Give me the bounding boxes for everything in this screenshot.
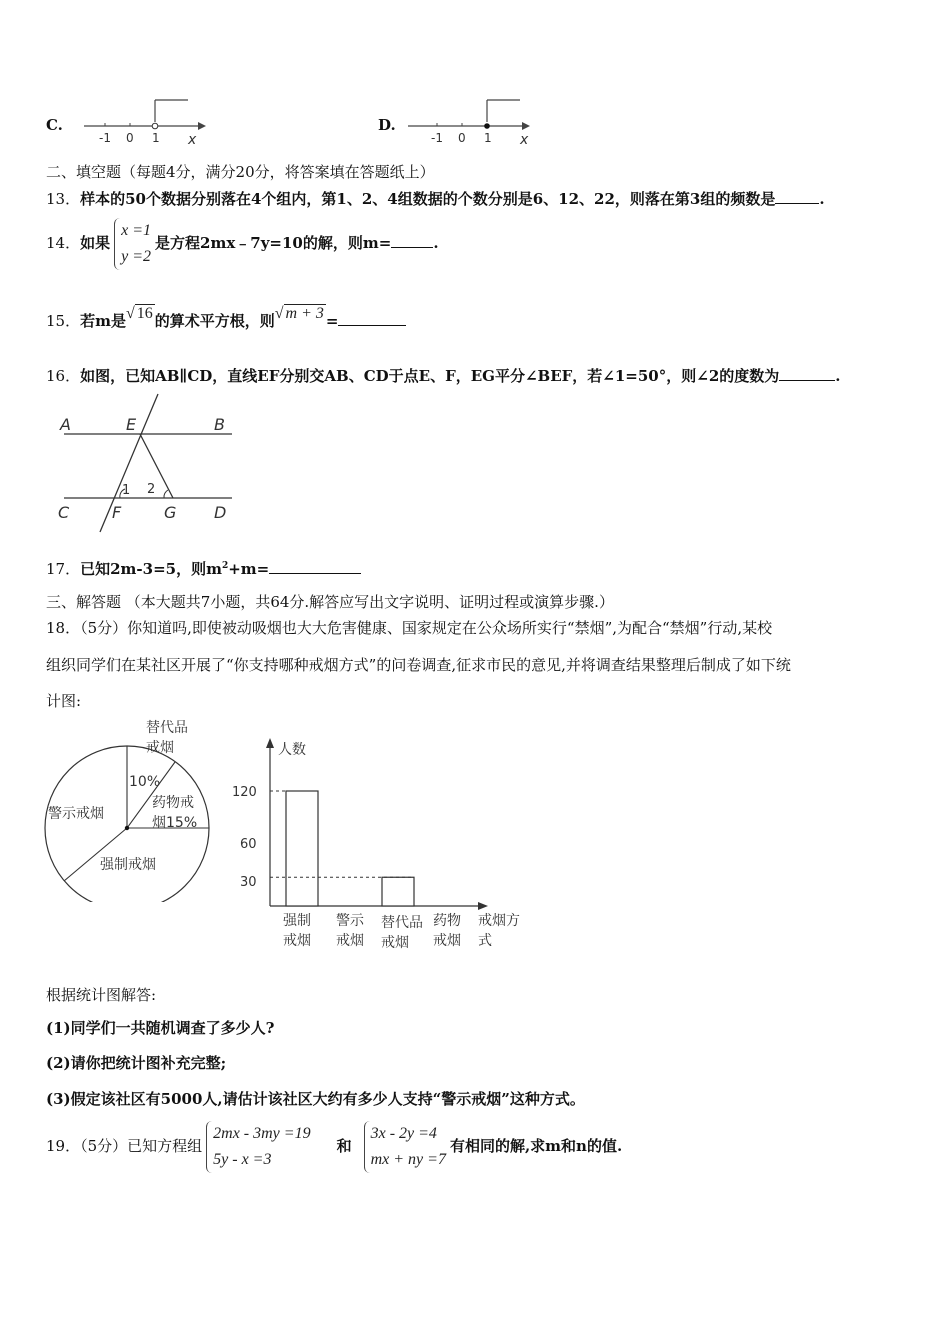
axis-x: x [520, 132, 529, 148]
q18-sub2: (2)请你把统计图补充完整; [46, 1054, 227, 1072]
q14-eq1: x =1 [121, 222, 152, 239]
pie-label-forced: 强制戒烟 [100, 857, 156, 873]
q15-blank[interactable] [338, 313, 406, 326]
section3-heading: 三、解答题 （本大题共7小题，共64分.解答应写出文字说明、证明过程或演算步骤.） [46, 593, 614, 611]
q16-text: 如图，已知AB∥CD，直线EF分别交AB、CD于点E、F，EG平分∠BEF，若∠1=50°，则∠2的度数为 [80, 367, 780, 385]
question-15 [46, 305, 406, 331]
bar-cat4-b: 戒烟 [433, 933, 461, 949]
bar-cat1-a: 强制 [283, 913, 311, 929]
open-point [152, 123, 158, 129]
tick-0: 0 [126, 131, 134, 145]
q19-s2a: 3x - 2y =4 [370, 1125, 437, 1142]
sqrt-m3-radicand: m + 3 [285, 305, 324, 322]
q19-s1a: 2mx - 3my =19 [213, 1125, 311, 1142]
bar-ylabel: 人数 [278, 742, 306, 758]
q19-text: 有相同的解,求m和n的值. [449, 1137, 623, 1155]
axis-x: x [188, 132, 197, 148]
q18-number: 18． [46, 619, 81, 637]
pie-label-substitute-1: 替代品 [146, 720, 188, 736]
q17-text: 已知2m-3=5，则m [80, 560, 222, 578]
sqrt-m-plus-3: √ m + 3 [274, 305, 324, 322]
bar-cat1-b: 戒烟 [283, 933, 311, 949]
question-14 [46, 218, 439, 270]
bar-ytick-120: 120 [232, 785, 257, 800]
q17-blank[interactable] [269, 561, 361, 574]
pie-label-drug-2: 烟15% [152, 815, 198, 831]
q15-number: 15． [46, 312, 81, 330]
q17-sup: 2 [221, 561, 229, 571]
sqrt-16-radicand: 16 [136, 305, 153, 322]
point-A: A [60, 415, 71, 434]
question-17 [46, 558, 361, 579]
q13-blank[interactable] [775, 191, 819, 204]
q19-s1b: 5y - x =3 [213, 1151, 272, 1168]
pie-radius-warning [64, 828, 127, 881]
bar-y-arrow [266, 738, 274, 748]
q14-blank[interactable] [391, 235, 433, 248]
pie-label-substitute-2: 戒烟 [146, 740, 174, 756]
q18-line3: 计图: [46, 692, 82, 710]
q17-text2: +m= [228, 560, 270, 578]
q16-number: 16． [46, 367, 81, 385]
number-line-d [402, 96, 542, 148]
point-G: G [164, 503, 177, 522]
question-19 [46, 1121, 622, 1173]
bar-cat2-b: 戒烟 [336, 933, 364, 949]
tick-1: 1 [484, 131, 492, 145]
q15-mid: 的算术平方根，则 [154, 312, 275, 330]
bar-3 [382, 877, 414, 906]
q19-system-2 [364, 1121, 450, 1173]
q15-end: = [325, 312, 339, 330]
bar-xlabel-a: 戒烟方 [478, 913, 520, 929]
q19-system-1 [206, 1121, 314, 1173]
q14-end: . [433, 234, 439, 252]
q13-number: 13． [46, 190, 81, 208]
point-B: B [214, 415, 225, 434]
tick-0: 0 [458, 131, 466, 145]
q14-text: 是方程2mx﹣7y=10的解，则m= [155, 234, 392, 252]
pie-center [125, 826, 129, 830]
bar-cat3-a: 替代品 [381, 915, 423, 931]
bar-cat4-a: 药物 [433, 913, 461, 929]
q16-end: . [835, 367, 841, 385]
question-13 [46, 188, 825, 209]
tick-1: 1 [152, 131, 160, 145]
q19-and: 和 [336, 1137, 352, 1155]
sqrt-16: √ 16 [125, 305, 153, 322]
point-F: F [112, 503, 122, 522]
q18-intro: 根据统计图解答: [46, 986, 157, 1004]
q14-number: 14． [46, 234, 81, 252]
pie-label-drug-1: 药物戒 [152, 795, 194, 811]
bar-ytick-60: 60 [240, 837, 257, 852]
point-D: D [214, 503, 227, 522]
closed-point [484, 123, 490, 129]
bar-x-arrow [478, 902, 488, 910]
point-C: C [58, 503, 70, 522]
option-c-label: C. [46, 116, 63, 134]
q18-line1: （5分）你知道吗,即使被动吸烟也大大危害健康、国家规定在公众场所实行“禁烟”,为配合“禁烟”行动,某校 [80, 619, 773, 637]
bar-xlabel-b: 式 [478, 933, 492, 949]
q19-s2b: mx + ny =7 [370, 1151, 446, 1168]
q13-text: 样本的50个数据分别落在4个组内，第1、2、4组数据的个数分别是6、12、22，则落在第3组的频数是 [80, 190, 776, 208]
bar-cat2-a: 警示 [336, 913, 364, 929]
question-18-line1 [46, 617, 772, 638]
section2-heading: 二、填空题（每题4分，满分20分，将答案填在答题纸上） [46, 163, 435, 181]
q18-line2: 组织同学们在某社区开展了“你支持哪种戒烟方式”的问卷调查,征求市民的意见,并将调查结果整理后制成了如下统 [46, 656, 791, 674]
q19-number: 19． [46, 1137, 81, 1155]
question-16 [46, 365, 841, 386]
bar-cat3-b: 戒烟 [381, 935, 409, 951]
q15-pre: 若m是 [80, 312, 126, 330]
pie-pct-substitute: 10% [129, 774, 161, 790]
q14-eq2: y =2 [121, 248, 152, 265]
q14-equation-system [114, 218, 155, 270]
bar-chart [228, 736, 534, 958]
bar-1 [286, 791, 318, 906]
pie-chart [40, 712, 230, 902]
q18-sub3: (3)假定该社区有5000人,请估计该社区大约有多少人支持“警示戒烟”这种方式。 [46, 1090, 585, 1108]
tick-neg1: -1 [431, 131, 443, 145]
q17-number: 17． [46, 560, 81, 578]
bar-ytick-30: 30 [240, 875, 257, 890]
angle-1: 1 [122, 483, 131, 498]
q19-pre: （5分）已知方程组 [80, 1137, 203, 1155]
pie-label-warning: 警示戒烟 [48, 806, 104, 822]
q14-pre: 如果 [80, 234, 111, 252]
q16-geometry-figure [52, 392, 242, 538]
q13-end: . [819, 190, 825, 208]
q18-sub1: (1)同学们一共随机调查了多少人? [46, 1019, 275, 1037]
option-d-label: D. [378, 116, 396, 134]
point-E: E [126, 415, 137, 434]
angle-2: 2 [147, 482, 156, 497]
number-line-c [70, 96, 210, 148]
q16-blank[interactable] [779, 368, 835, 381]
tick-neg1: -1 [99, 131, 111, 145]
